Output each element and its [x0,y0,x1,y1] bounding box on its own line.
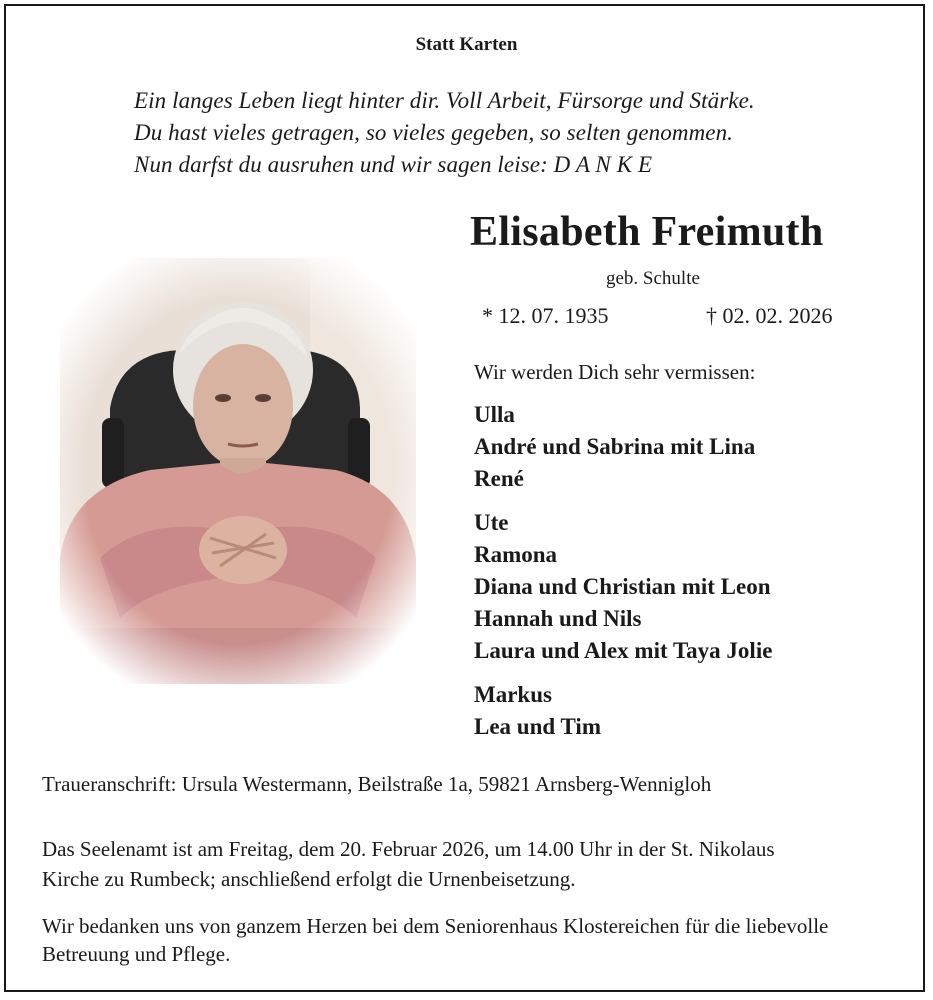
mourners-intro: Wir werden Dich sehr vermissen: [474,360,756,384]
service-line-1: Das Seelenamt ist am Freitag, dem 20. Februar 2026, um 14.00 Uhr in der St. Nikolaus [42,837,775,861]
mourner-name: Ramona [474,542,558,567]
mourner-name: Ute [474,510,509,535]
mourner-name: Lea und Tim [474,714,601,739]
mourner-name: Diana und Christian mit Leon [474,574,771,599]
poem-line-2: Du hast vieles getragen, so vieles gegeben, so selten genommen. [134,120,734,145]
thanks-line-2: Betreuung und Pflege. [42,942,231,966]
mourning-address: Traueranschrift: Ursula Westermann, Beilstraße 1a, 59821 Arnsberg-Wennigloh [42,772,712,796]
mourner-name: Markus [474,682,552,707]
mourner-name: Ulla [474,402,515,427]
notice-header: Statt Karten [415,34,518,55]
service-line-2: Kirche zu Rumbeck; anschließend erfolgt die Urnenbeisetzung. [42,867,576,891]
maiden-name: geb. Schulte [606,268,700,289]
birth-date: * 12. 07. 1935 [482,303,609,328]
mourner-name: René [474,466,524,491]
mourner-name: Laura und Alex mit Taya Jolie [474,638,773,663]
mourner-name: André und Sabrina mit Lina [474,434,756,459]
death-date: † 02. 02. 2026 [706,303,833,328]
portrait-photo [60,258,416,684]
mourner-name: Hannah und Nils [474,606,642,631]
poem-line-3: Nun darfst du ausruhen und wir sagen leise: D A N K E [134,152,653,177]
poem-line-1: Ein langes Leben liegt hinter dir. Voll Arbeit, Fürsorge und Stärke. [134,88,755,113]
thanks-line-1: Wir bedanken uns von ganzem Herzen bei dem Seniorenhaus Klostereichen für die liebevolle [42,914,829,938]
deceased-name: Elisabeth Freimuth [470,209,824,255]
